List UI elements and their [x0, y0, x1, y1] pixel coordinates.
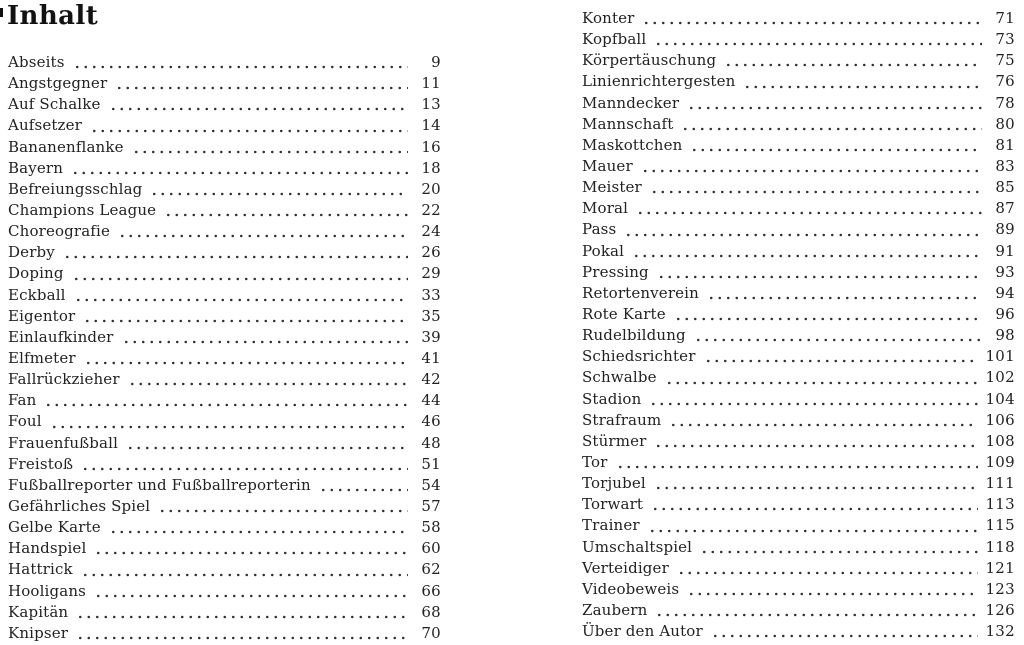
toc-entry-page-number: 11 — [421, 74, 441, 93]
dotted-leader — [614, 452, 979, 473]
toc-entry-label: Trainer — [582, 516, 640, 535]
toc-entry-label: Zaubern — [582, 600, 648, 619]
toc-entry-label: Kapitän — [8, 602, 69, 621]
toc-entry-label: Foul — [8, 412, 42, 431]
toc-entry-page-number: 126 — [985, 600, 1015, 619]
toc-entry — [582, 283, 1015, 304]
toc-entry-page-number: 80 — [995, 114, 1015, 133]
toc-entry-label: Schiedsrichter — [582, 347, 696, 366]
dotted-leader — [79, 454, 408, 475]
dotted-leader — [679, 114, 982, 135]
toc-entry — [582, 135, 1015, 156]
toc-entry-label: Champions League — [8, 200, 157, 219]
toc-entry-label: Rudelbildung — [582, 326, 686, 345]
toc-entry — [582, 177, 1015, 198]
toc-entry-page-number: 115 — [985, 516, 1015, 535]
toc-column-right — [582, 8, 1015, 642]
toc-entry-label: Pressing — [582, 262, 649, 281]
toc-entry-label: Gefährliches Spiel — [8, 496, 151, 515]
toc-entry-label: Konter — [582, 9, 635, 27]
toc-entry — [8, 369, 441, 390]
toc-entry-page-number: 58 — [421, 518, 441, 537]
toc-entry-label: Strafraum — [582, 410, 662, 429]
toc-entry — [8, 221, 441, 242]
toc-entry — [582, 452, 1015, 473]
toc-entry-page-number: 106 — [985, 410, 1015, 429]
toc-entry — [582, 114, 1015, 135]
dotted-leader — [667, 410, 978, 431]
toc-entry-label: Verteidiger — [582, 558, 669, 577]
toc-entry-label: Doping — [8, 264, 64, 283]
toc-entry-label: Einlaufkinder — [8, 327, 114, 346]
toc-entry — [582, 600, 1015, 621]
toc-entry — [8, 263, 441, 284]
toc-entry-page-number: 83 — [995, 156, 1015, 175]
toc-entry-page-number: 85 — [995, 178, 1015, 197]
toc-entry — [582, 219, 1015, 240]
toc-entry — [582, 494, 1015, 515]
toc-entry-label: Bananenflanke — [8, 137, 124, 156]
toc-entry — [582, 50, 1015, 71]
dotted-leader — [72, 285, 408, 306]
toc-entry-label: Choreografie — [8, 222, 110, 241]
toc-entry-page-number: 81 — [995, 135, 1015, 154]
toc-entry — [8, 623, 441, 644]
toc-entry-label: Stadion — [582, 389, 642, 408]
dotted-leader — [82, 348, 408, 369]
toc-entry — [582, 241, 1015, 262]
toc-entry-label: Mannschaft — [582, 114, 674, 133]
dotted-leader — [652, 29, 982, 50]
toc-entry — [582, 71, 1015, 92]
dotted-leader — [71, 52, 408, 73]
toc-entry-label: Fallrückzieher — [8, 370, 120, 389]
toc-entry-label: Umschaltspiel — [582, 537, 693, 556]
toc-entry — [582, 367, 1015, 388]
toc-entry-label: Frauenfußball — [8, 433, 119, 452]
toc-entry-label: Meister — [582, 178, 642, 197]
dotted-leader — [92, 538, 408, 559]
toc-entry-label: Retortenverein — [582, 283, 699, 302]
toc-entry-page-number: 96 — [995, 304, 1015, 323]
toc-entry-label: Mauer — [582, 156, 633, 175]
dotted-leader — [702, 346, 979, 367]
toc-entry-page-number: 75 — [995, 51, 1015, 70]
toc-entry-page-number: 111 — [985, 474, 1015, 493]
dotted-leader — [705, 283, 982, 304]
toc-entry-page-number: 24 — [421, 222, 441, 241]
toc-entry-page-number: 41 — [421, 348, 441, 367]
scan-edge-artifact — [0, 8, 3, 17]
toc-entry — [8, 348, 441, 369]
toc-entry-label: Derby — [8, 243, 55, 262]
dotted-leader — [92, 581, 408, 602]
toc-entry-label: Manndecker — [582, 93, 680, 112]
toc-entry-page-number: 51 — [421, 454, 441, 473]
dotted-leader — [652, 473, 979, 494]
toc-entry-label: Körpertäuschung — [582, 51, 717, 70]
dotted-leader — [69, 158, 408, 179]
toc-entry-page-number: 48 — [421, 433, 441, 452]
dotted-leader — [42, 390, 408, 411]
toc-column-left — [8, 52, 441, 644]
toc-entry-label: Eckball — [8, 285, 66, 304]
toc-entry-page-number: 18 — [421, 158, 441, 177]
toc-entry-page-number: 87 — [995, 199, 1015, 218]
toc-entry-label: Über den Autor — [582, 622, 703, 641]
toc-entry-label: Gelbe Karte — [8, 518, 101, 537]
dotted-leader — [622, 219, 982, 240]
toc-entry-page-number: 68 — [421, 602, 441, 621]
dotted-leader — [649, 494, 978, 515]
toc-entry — [582, 537, 1015, 558]
toc-entry-label: Hattrick — [8, 560, 73, 579]
toc-entry-page-number: 44 — [421, 391, 441, 410]
dotted-leader — [648, 177, 982, 198]
toc-entry-page-number: 98 — [995, 326, 1015, 345]
toc-entry — [582, 579, 1015, 600]
dotted-leader — [630, 241, 982, 262]
toc-entry-page-number: 13 — [421, 95, 441, 114]
toc-entry-label: Moral — [582, 199, 629, 218]
toc-entry-label: Schwalbe — [582, 368, 657, 387]
toc-entry-label: Abseits — [8, 53, 65, 71]
dotted-leader — [646, 515, 979, 536]
dotted-leader — [116, 221, 408, 242]
dotted-leader — [317, 475, 408, 496]
dotted-leader — [48, 411, 408, 432]
toc-entry-label: Elfmeter — [8, 348, 76, 367]
toc-entry-label: Fußballreporter und Fußballreporterin — [8, 475, 311, 494]
toc-entry-label: Fan — [8, 391, 37, 410]
toc-entry — [8, 179, 441, 200]
toc-entry — [582, 325, 1015, 346]
toc-entry-label: Freistoß — [8, 454, 74, 473]
toc-entry — [8, 433, 441, 454]
dotted-leader — [672, 304, 982, 325]
dotted-leader — [79, 559, 408, 580]
toc-entry — [8, 158, 441, 179]
toc-entry — [8, 242, 441, 263]
toc-entry-page-number: 60 — [421, 539, 441, 558]
toc-entry-page-number: 71 — [995, 9, 1015, 27]
toc-entry — [8, 327, 441, 348]
toc-entry — [8, 517, 441, 538]
toc-entry-page-number: 113 — [985, 495, 1015, 514]
dotted-leader — [663, 367, 979, 388]
dotted-leader — [113, 73, 408, 94]
toc-entry-page-number: 94 — [995, 283, 1015, 302]
toc-entry — [582, 558, 1015, 579]
dotted-leader — [120, 327, 408, 348]
toc-entry — [8, 559, 441, 580]
toc-entry-page-number: 78 — [995, 93, 1015, 112]
toc-entry-page-number: 102 — [985, 368, 1015, 387]
toc-entry-page-number: 123 — [985, 579, 1015, 598]
toc-entry-page-number: 39 — [421, 327, 441, 346]
dotted-leader — [148, 179, 408, 200]
dotted-leader — [655, 262, 982, 283]
toc-entry — [8, 94, 441, 115]
toc-entry-page-number: 118 — [985, 537, 1015, 556]
toc-entry-page-number: 70 — [421, 623, 441, 642]
toc-entry — [582, 8, 1015, 29]
toc-entry — [582, 262, 1015, 283]
dotted-leader — [107, 517, 408, 538]
toc-entry-page-number: 101 — [985, 347, 1015, 366]
dotted-leader — [162, 200, 408, 221]
toc-entry — [8, 454, 441, 475]
dotted-leader — [640, 8, 982, 29]
toc-entry-label: Videobeweis — [582, 579, 680, 598]
toc-entry-label: Stürmer — [582, 431, 647, 450]
dotted-leader — [130, 137, 408, 158]
toc-entry-page-number: 108 — [985, 431, 1015, 450]
toc-entry-page-number: 76 — [995, 72, 1015, 91]
dotted-leader — [74, 623, 408, 644]
dotted-leader — [81, 306, 408, 327]
toc-entry — [582, 473, 1015, 494]
toc-entry-page-number: 91 — [995, 241, 1015, 260]
toc-entry-page-number: 33 — [421, 285, 441, 304]
toc-entry-page-number: 132 — [985, 622, 1015, 641]
dotted-leader — [124, 433, 408, 454]
toc-entry — [8, 52, 441, 73]
toc-entry-page-number: 89 — [995, 220, 1015, 239]
toc-entry-page-number: 109 — [985, 452, 1015, 471]
dotted-leader — [692, 325, 982, 346]
toc-entry — [8, 137, 441, 158]
page-title: Inhalt — [7, 1, 99, 31]
toc-entry-label: Pass — [582, 220, 617, 239]
dotted-leader — [698, 537, 978, 558]
toc-entry — [8, 538, 441, 559]
toc-entry-label: Hooligans — [8, 581, 86, 600]
toc-entry-label: Aufsetzer — [8, 116, 82, 135]
dotted-leader — [709, 621, 979, 642]
dotted-leader — [722, 50, 982, 71]
toc-entry-page-number: 22 — [421, 200, 441, 219]
toc-entry-label: Torjubel — [582, 474, 646, 493]
toc-entry-label: Linienrichtergesten — [582, 72, 736, 91]
dotted-leader — [88, 115, 408, 136]
dotted-leader — [652, 431, 978, 452]
toc-entry — [582, 304, 1015, 325]
dotted-leader — [688, 135, 982, 156]
dotted-leader — [675, 558, 979, 579]
toc-entry — [8, 475, 441, 496]
dotted-leader — [70, 263, 408, 284]
dotted-leader — [74, 602, 408, 623]
toc-entry — [8, 73, 441, 94]
dotted-leader — [685, 579, 978, 600]
dotted-leader — [61, 242, 408, 263]
toc-entry-page-number: 57 — [421, 496, 441, 515]
toc-entry-page-number: 16 — [421, 137, 441, 156]
toc-entry-page-number: 35 — [421, 306, 441, 325]
toc-entry — [8, 411, 441, 432]
toc-entry-page-number: 26 — [421, 243, 441, 262]
toc-entry-label: Rote Karte — [582, 304, 666, 323]
toc-entry-label: Maskottchen — [582, 135, 683, 154]
toc-entry-label: Kopfball — [582, 30, 647, 49]
toc-entry-page-number: 9 — [431, 53, 441, 71]
toc-entry-label: Auf Schalke — [8, 95, 101, 114]
toc-entry-page-number: 62 — [421, 560, 441, 579]
toc-entry-page-number: 46 — [421, 412, 441, 431]
dotted-leader — [741, 71, 982, 92]
toc-entry-page-number: 14 — [421, 116, 441, 135]
toc-entry — [582, 431, 1015, 452]
toc-entry — [8, 581, 441, 602]
toc-entry-label: Eigentor — [8, 306, 76, 325]
toc-entry — [8, 285, 441, 306]
toc-entry — [8, 390, 441, 411]
toc-entry-label: Pokal — [582, 241, 625, 260]
toc-entry-page-number: 93 — [995, 262, 1015, 281]
toc-entry-page-number: 20 — [421, 179, 441, 198]
toc-entry-page-number: 104 — [985, 389, 1015, 408]
toc-entry-label: Bayern — [8, 158, 64, 177]
toc-entry — [582, 389, 1015, 410]
toc-entry — [582, 156, 1015, 177]
toc-entry-label: Handspiel — [8, 539, 87, 558]
toc-entry-page-number: 73 — [995, 30, 1015, 49]
toc-entry — [582, 515, 1015, 536]
dotted-leader — [107, 94, 408, 115]
toc-entry — [8, 496, 441, 517]
toc-entry — [8, 115, 441, 136]
toc-entry — [582, 198, 1015, 219]
toc-entry-label: Angstgegner — [8, 74, 108, 93]
toc-entry-page-number: 54 — [421, 475, 441, 494]
dotted-leader — [685, 93, 982, 114]
dotted-leader — [156, 496, 408, 517]
dotted-leader — [653, 600, 978, 621]
toc-entry — [582, 621, 1015, 642]
dotted-leader — [126, 369, 408, 390]
toc-entry-label: Torwart — [582, 495, 644, 514]
toc-entry — [582, 346, 1015, 367]
toc-entry — [8, 306, 441, 327]
toc-entry — [8, 200, 441, 221]
toc-entry — [582, 93, 1015, 114]
dotted-leader — [634, 198, 982, 219]
toc-entry — [582, 29, 1015, 50]
toc-entry-label: Knipser — [8, 623, 69, 642]
toc-entry-page-number: 42 — [421, 370, 441, 389]
toc-entry — [582, 410, 1015, 431]
dotted-leader — [647, 389, 978, 410]
toc-entry — [8, 602, 441, 623]
toc-entry-page-number: 66 — [421, 581, 441, 600]
toc-entry-label: Befreiungsschlag — [8, 179, 143, 198]
toc-entry-page-number: 29 — [421, 264, 441, 283]
dotted-leader — [639, 156, 982, 177]
toc-entry-label: Tor — [582, 452, 608, 471]
toc-entry-page-number: 121 — [985, 558, 1015, 577]
